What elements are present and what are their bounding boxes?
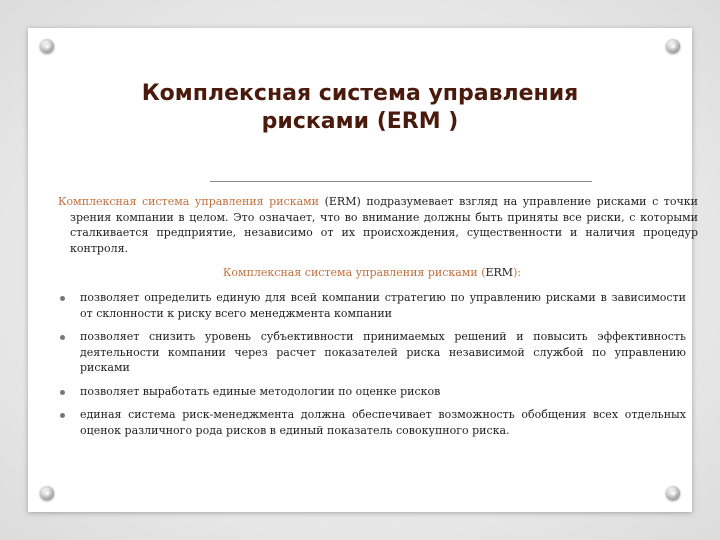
- bullet-item: [58, 407, 686, 438]
- subheading-erm: ERM: [485, 266, 514, 279]
- subheading-paren-close: ):: [513, 266, 522, 279]
- intro-paragraph: [58, 194, 698, 256]
- slide-title-line-1: Комплексная система управления: [141, 81, 579, 106]
- subheading: [58, 265, 686, 280]
- bullet-text: позволяет снизить уровень субъективности принимаемых решений и повысить эффективность деятельности компании через расчет показателей риска независимой службой по управлению рисками: [80, 330, 686, 374]
- subheading-paren-open: (: [477, 266, 486, 279]
- intro-text: ) подразумевает взгляд на управление рисками с точки зрения компании в целом. Это означает, что во внимание должны быть приняты все риски, с которыми сталкивается предприятие, независимо от их происхождения, существенности и наличия процедур контроля.: [70, 195, 698, 255]
- pin-icon: [666, 39, 680, 53]
- title-divider: [210, 181, 592, 182]
- bullet-text: позволяет определить единую для всей компании стратегию по управлению рисками в зависимости от склонности к риску всего менеджмента компании: [80, 291, 686, 320]
- intro-erm: ERM: [328, 195, 357, 208]
- slide-title-line-2: рисками (ERM ): [261, 109, 459, 134]
- pin-icon: [666, 486, 680, 500]
- pin-icon: [40, 39, 54, 53]
- bullet-text: позволяет выработать единые методологии по оценке рисков: [80, 384, 441, 398]
- intro-accent-term: Комплексная система управления рисками: [58, 195, 320, 208]
- slide-title: [80, 80, 640, 136]
- bullet-icon: [60, 296, 65, 301]
- bullet-list: [58, 290, 686, 446]
- bullet-item: [58, 290, 686, 321]
- subheading-accent-term: Комплексная система управления рисками: [222, 266, 478, 279]
- bullet-icon: [60, 390, 65, 395]
- bullet-item: [58, 384, 686, 400]
- pin-icon: [40, 486, 54, 500]
- bullet-icon: [60, 413, 65, 418]
- bullet-icon: [60, 335, 65, 340]
- bullet-item: [58, 329, 686, 376]
- intro-paren-open: (: [319, 195, 329, 208]
- bullet-text: единая система риск-менеджмента должна обеспечивает возможность обобщения всех отдельных оценок различного рода рисков в единый показатель совокупного риска.: [80, 408, 686, 437]
